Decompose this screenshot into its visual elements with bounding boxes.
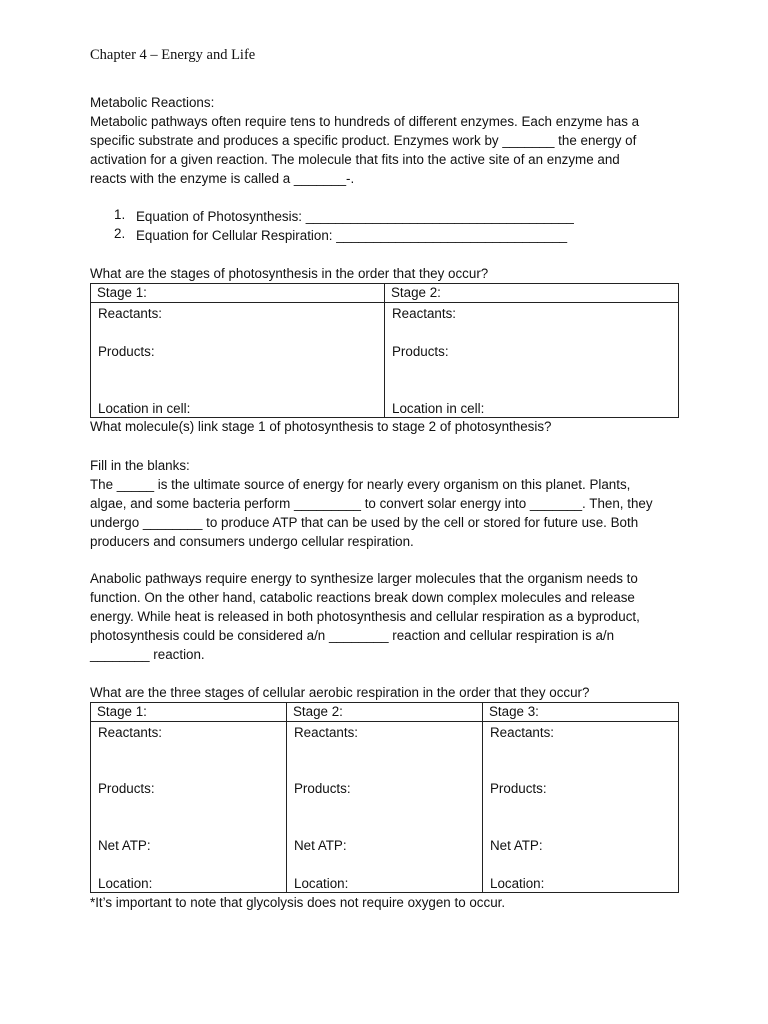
section-heading-metabolic: Metabolic Reactions:: [90, 95, 215, 110]
net-atp-label: Net ATP:: [490, 838, 543, 853]
photo-question: What are the stages of photosynthesis in the order that they occur?: [90, 266, 489, 281]
paragraph-line: ________ reaction.: [90, 647, 205, 662]
table-header-stage-1: Stage 1:: [91, 703, 287, 722]
paragraph-line: energy. While heat is released in both photosynthesis and cellular respiration as a byproduct,: [90, 609, 640, 624]
photo-followup-question: What molecule(s) link stage 1 of photosynthesis to stage 2 of photosynthesis?: [90, 419, 552, 434]
products-label: Products:: [98, 781, 155, 796]
paragraph-line: producers and consumers undergo cellular respiration.: [90, 534, 414, 549]
paragraph-line: activation for a given reaction. The molecule that fits into the active site of an enzyme and: [90, 152, 620, 167]
table-header-stage-3: Stage 3:: [483, 703, 679, 722]
net-atp-label: Net ATP:: [294, 838, 347, 853]
page-title: Chapter 4 – Energy and Life: [90, 47, 256, 63]
equation-respiration: Equation for Cellular Respiration: _______________________________: [136, 228, 568, 243]
reactants-label: Reactants:: [490, 725, 555, 740]
table-cell-stage-1[interactable]: [91, 722, 287, 893]
respiration-table: [90, 702, 679, 893]
products-label: Products:: [294, 781, 351, 796]
reactants-label: Reactants:: [294, 725, 359, 740]
list-number: 2.: [114, 226, 126, 241]
products-label: Products:: [98, 344, 155, 359]
reactants-label: Reactants:: [392, 306, 457, 321]
net-atp-label: Net ATP:: [98, 838, 151, 853]
reactants-label: Reactants:: [98, 306, 163, 321]
photosynthesis-table: [90, 283, 679, 418]
location-label: Location in cell:: [98, 401, 191, 416]
glycolysis-note: *It’s important to note that glycolysis does not require oxygen to occur.: [90, 895, 506, 910]
equation-photosynthesis: Equation of Photosynthesis: ____________________________________: [136, 209, 574, 224]
list-number: 1.: [114, 207, 126, 222]
paragraph-line: Metabolic pathways often require tens to hundreds of different enzymes. Each enzyme has a: [90, 114, 640, 129]
location-label: Location:: [490, 876, 545, 891]
products-label: Products:: [392, 344, 449, 359]
table-header-stage-2: Stage 2:: [385, 284, 679, 303]
paragraph-line: specific substrate and produces a specific product. Enzymes work by _______ the energy of: [90, 133, 637, 148]
table-cell-stage-3[interactable]: [483, 722, 679, 893]
paragraph-line: function. On the other hand, catabolic reactions break down complex molecules and release: [90, 590, 635, 605]
paragraph-line: photosynthesis could be considered a/n ________ reaction and cellular respiration is a/n: [90, 628, 615, 643]
resp-question: What are the three stages of cellular aerobic respiration in the order that they occur?: [90, 685, 590, 700]
paragraph-line: Anabolic pathways require energy to synthesize larger molecules that the organism needs to: [90, 571, 638, 586]
table-cell-stage-2[interactable]: [385, 303, 679, 418]
table-cell-stage-2[interactable]: [287, 722, 483, 893]
location-label: Location in cell:: [392, 401, 485, 416]
table-header-stage-1: Stage 1:: [91, 284, 385, 303]
table-header-stage-2: Stage 2:: [287, 703, 483, 722]
paragraph-line: The _____ is the ultimate source of energy for nearly every organism on this planet. Plants,: [90, 477, 631, 492]
section-heading-fill-blanks: Fill in the blanks:: [90, 458, 190, 473]
table-cell-stage-1[interactable]: [91, 303, 385, 418]
location-label: Location:: [98, 876, 153, 891]
products-label: Products:: [490, 781, 547, 796]
reactants-label: Reactants:: [98, 725, 163, 740]
paragraph-line: undergo ________ to produce ATP that can be used by the cell or stored for future use. Both: [90, 515, 639, 530]
paragraph-line: algae, and some bacteria perform _________ to convert solar energy into _______. Then, they: [90, 496, 653, 511]
paragraph-line: reacts with the enzyme is called a _______-.: [90, 171, 355, 186]
location-label: Location:: [294, 876, 349, 891]
